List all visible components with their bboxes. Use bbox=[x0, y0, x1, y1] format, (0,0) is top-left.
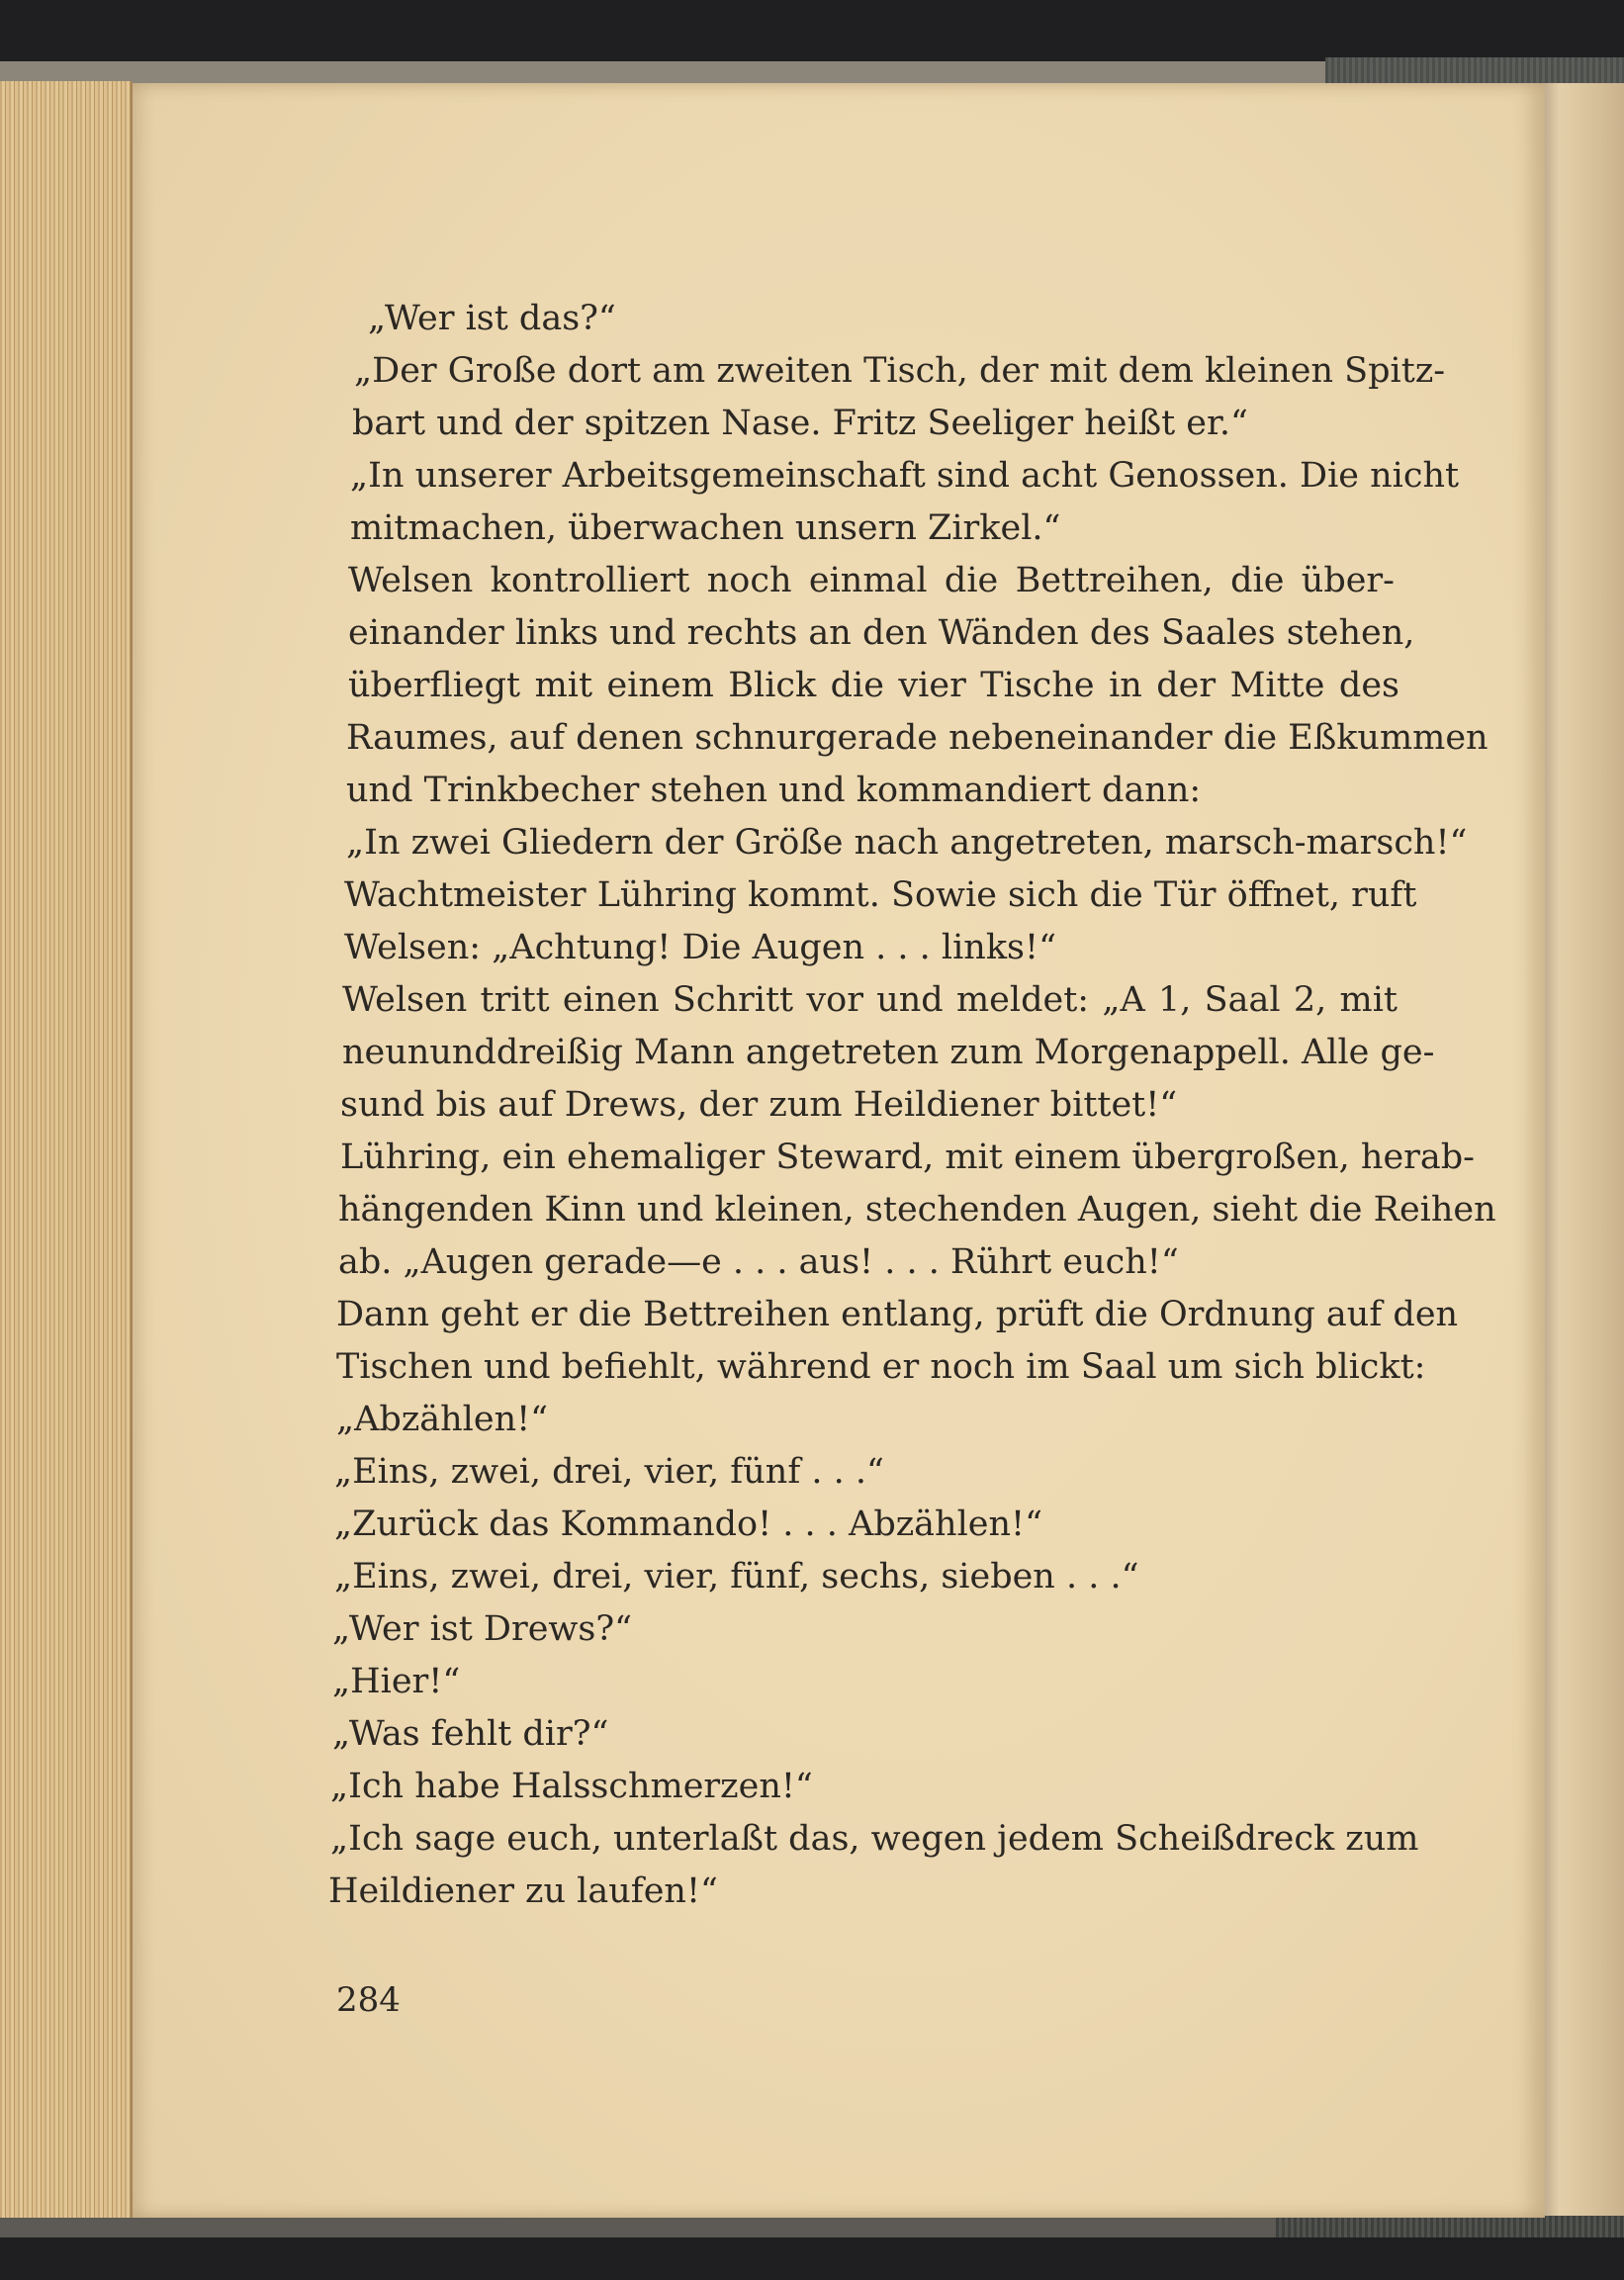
text-line: Lühring, ein ehemaliger Steward, mit einem übergroßen, herab- bbox=[340, 1138, 1475, 1177]
text-line: Tischen und befiehlt, während er noch im Saal um sich blickt: bbox=[336, 1347, 1426, 1387]
text-line: mitmachen, überwachen unsern Zirkel.“ bbox=[350, 508, 1061, 548]
text-line: und Trinkbecher stehen und kommandiert dann: bbox=[346, 771, 1202, 810]
text-line: „Wer ist Drews?“ bbox=[332, 1609, 633, 1649]
text-line: Wachtmeister Lühring kommt. Sowie sich die Tür öffnet, ruft bbox=[344, 875, 1417, 915]
text-line: „Abzählen!“ bbox=[336, 1400, 549, 1439]
text-line: „Der Große dort am zweiten Tisch, der mit dem kleinen Spitz- bbox=[354, 351, 1446, 391]
book-cloth-binding-bottom bbox=[1276, 2216, 1624, 2237]
text-line: einander links und rechts an den Wänden des Saales stehen, bbox=[348, 613, 1415, 653]
page-stack-edges bbox=[0, 81, 133, 2218]
text-line: hängenden Kinn und kleinen, stechenden Augen, sieht die Reihen bbox=[338, 1190, 1496, 1230]
text-line: „Eins, zwei, drei, vier, fünf, sechs, sieben . . .“ bbox=[334, 1557, 1139, 1596]
text-line: bart und der spitzen Nase. Fritz Seeliger heißt er.“ bbox=[352, 404, 1248, 443]
text-line: Welsen tritt einen Schritt vor und meldet: „A 1, Saal 2, mit bbox=[342, 980, 1398, 1020]
text-line: „Zurück das Kommando! . . . Abzählen!“ bbox=[334, 1505, 1042, 1544]
text-line: Dann geht er die Bettreihen entlang, prüft die Ordnung auf den bbox=[336, 1295, 1459, 1334]
text-line: Welsen kontrolliert noch einmal die Bettreihen, die über- bbox=[348, 561, 1395, 600]
text-line: sund bis auf Drews, der zum Heildiener bittet!“ bbox=[340, 1085, 1178, 1125]
page-number: 284 bbox=[336, 1980, 401, 2020]
text-line: „Was fehlt dir?“ bbox=[332, 1714, 609, 1754]
text-line: „Wer ist das?“ bbox=[368, 299, 616, 338]
gutter-right-page bbox=[1541, 83, 1624, 2216]
text-line: „Eins, zwei, drei, vier, fünf . . .“ bbox=[334, 1452, 884, 1492]
text-line: „In unserer Arbeitsgemeinschaft sind acht Genossen. Die nicht bbox=[350, 456, 1460, 496]
scan-background-bottom bbox=[0, 2231, 1624, 2280]
text-line: Welsen: „Achtung! Die Augen . . . links!“ bbox=[344, 928, 1056, 967]
text-line: Raumes, auf denen schnurgerade nebeneinander die Eßkummen bbox=[346, 718, 1489, 758]
text-line: neununddreißig Mann angetreten zum Morgenappell. Alle ge- bbox=[342, 1033, 1435, 1072]
text-line: ab. „Augen gerade—e . . . aus! . . . Rührt euch!“ bbox=[338, 1242, 1179, 1282]
text-line: Heildiener zu laufen!“ bbox=[328, 1871, 718, 1911]
text-line: „Ich habe Halsschmerzen!“ bbox=[330, 1767, 813, 1806]
text-line: „Hier!“ bbox=[332, 1662, 461, 1701]
text-line: überfliegt mit einem Blick die vier Tische in der Mitte des bbox=[348, 666, 1399, 705]
text-line: „Ich sage euch, unterlaßt das, wegen jedem Scheißdreck zum bbox=[330, 1819, 1419, 1859]
text-line: „In zwei Gliedern der Größe nach angetreten, marsch-marsch!“ bbox=[346, 823, 1468, 863]
